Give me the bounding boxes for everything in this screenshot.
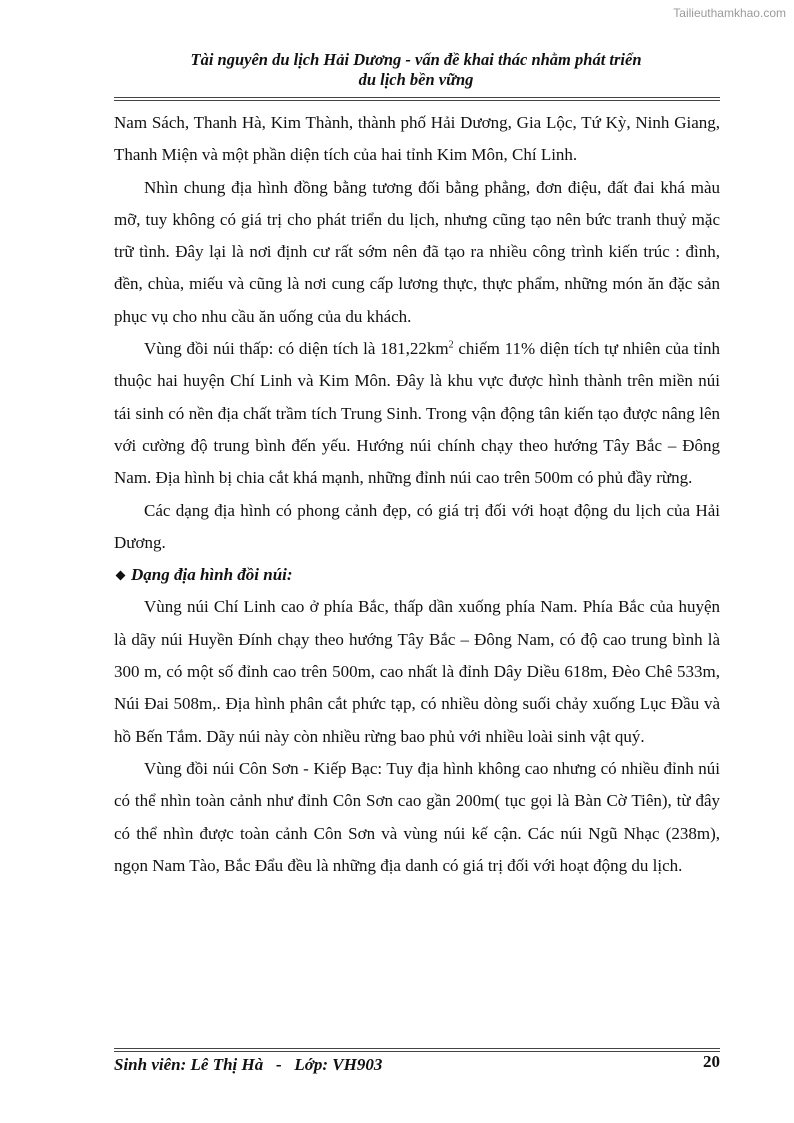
section-heading (114, 559, 720, 591)
header-rule (114, 97, 720, 101)
superscript-2: 2 (448, 339, 454, 351)
footer-student-info: Sinh viên: Lê Thị Hà - Lớp: VH903 (114, 1055, 383, 1074)
paragraph-3-rest: chiếm 11% diện tích tự nhiên của tỉnh thuộc hai huyện Chí Linh và Kim Môn. Đây là khu vực được hình thành trên miền núi tái sinh có nền địa chất trầm tích Trung Sinh. Trong vận động tân kiến tạo được nâng lên với cường độ trung bình đến yếu. Hướng núi chính chạy theo hướng Tây Bắc – Đông Nam. Địa hình bị chia cắt khá mạnh, những đỉnh núi cao trên 500m có phủ đầy rừng. (114, 339, 720, 488)
header-title-line2: du lịch bền vững (358, 70, 474, 89)
paragraph-3 (114, 333, 720, 494)
page-number: 20 (703, 1052, 720, 1071)
paragraph-5: Vùng núi Chí Linh cao ở phía Bắc, thấp dần xuống phía Nam. Phía Bắc của huyện là dãy núi Huyền Đính chạy theo hướng Tây Bắc – Đông Nam, có độ cao trung bình là 300 m, có một số đỉnh cao trên 500m, cao nhất là đỉnh Dây Diều 618m, Đèo Chê 533m, Núi Đai 508m,. Địa hình phân cắt phức tạp, có nhiều dòng suối chảy xuống Lục Đầu và hồ Bến Tắm. Dãy núi này còn nhiều rừng bao phủ với nhiều loài sinh vật quý. (114, 597, 720, 746)
page-header (114, 50, 718, 90)
header-title-line1: Tài nguyên du lịch Hải Dương - vấn đề khai thác nhằm phát triển (190, 50, 642, 69)
paragraph-1: Nam Sách, Thanh Hà, Kim Thành, thành phố Hải Dương, Gia Lộc, Tứ Kỳ, Ninh Giang, Thanh Miện và một phần diện tích của hai tỉnh Kim Môn, Chí Linh. (114, 113, 720, 165)
diamond-bullet-icon (116, 570, 126, 580)
watermark: Tailieuthamkhao.com (673, 6, 786, 20)
paragraph-4: Các dạng địa hình có phong cảnh đẹp, có giá trị đối với hoạt động du lịch của Hải Dương. (114, 500, 720, 552)
section-heading-text: Dạng địa hình đồi núi: (131, 565, 293, 585)
footer-rule (114, 1048, 720, 1052)
document-body (114, 107, 720, 882)
paragraph-6: Vùng đồi núi Côn Sơn - Kiếp Bạc: Tuy địa hình không cao nhưng có nhiều đỉnh núi có thể nhìn toàn cảnh như đỉnh Côn Sơn cao gần 200m( tục gọi là Bàn Cờ Tiên), từ đây có thể nhìn được toàn cảnh Côn Sơn và vùng núi kế cận. Các núi Ngũ Nhạc (238m), ngọn Nam Tào, Bắc Đẩu đều là những địa danh có giá trị đối với hoạt động du lịch. (114, 758, 720, 875)
paragraph-3-start: Vùng đồi núi thấp: có diện tích là 181,22km (144, 339, 449, 359)
paragraph-2: Nhìn chung địa hình đồng bằng tương đối bằng phẳng, đơn điệu, đất đai khá màu mỡ, tuy không có giá trị cho phát triển du lịch, nhưng cũng tạo nên bức tranh thuỷ mặc trữ tình. Đây lại là nơi định cư rất sớm nên đã tạo ra nhiều công trình kiến trúc : đình, đền, chùa, miếu và cũng là nơi cung cấp lương thực, thực phẩm, những món ăn đặc sản phục vụ cho nhu cầu ăn uống của du khách. (114, 177, 720, 326)
